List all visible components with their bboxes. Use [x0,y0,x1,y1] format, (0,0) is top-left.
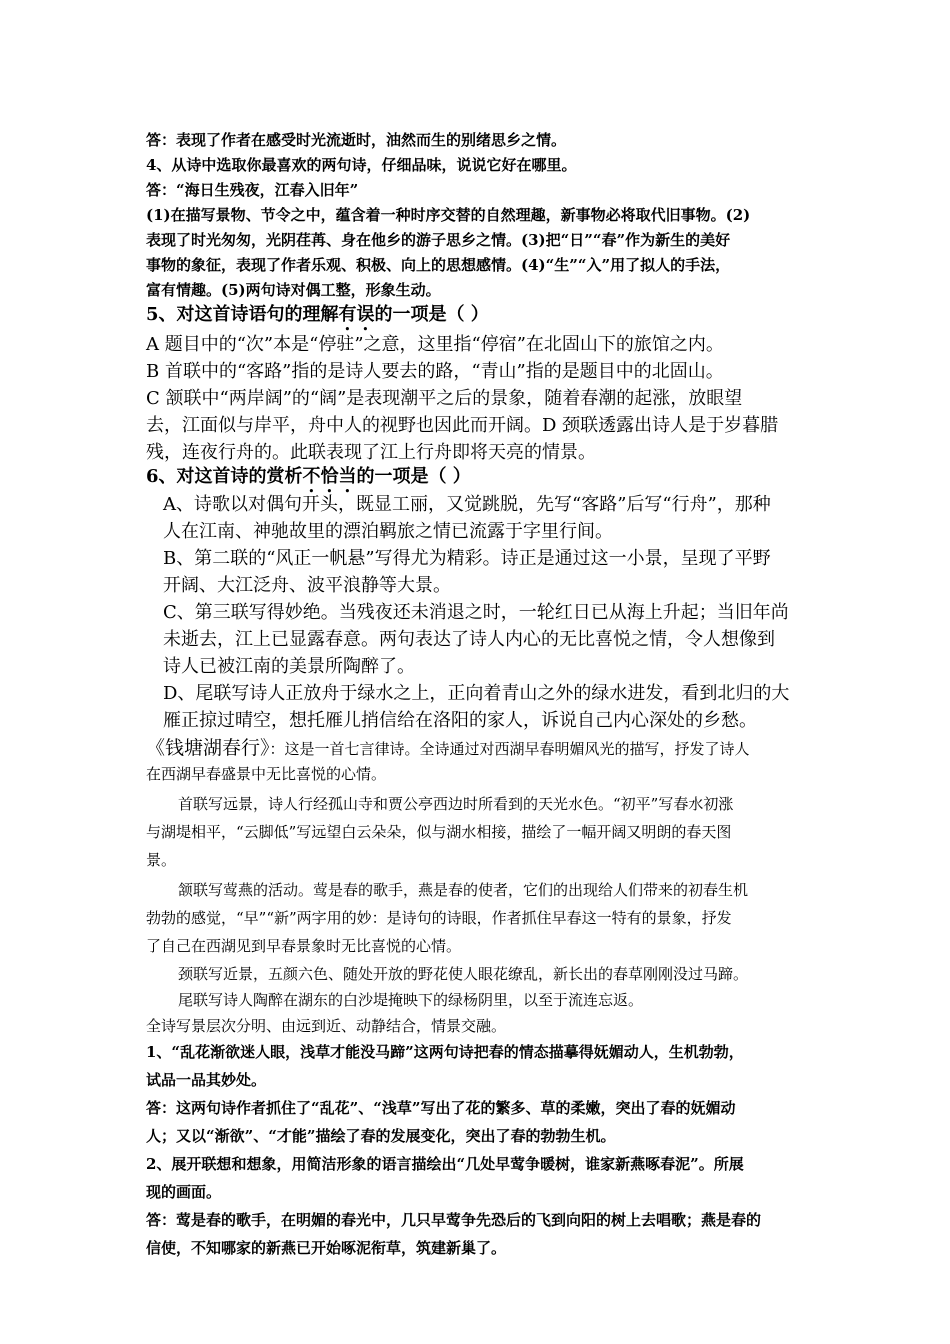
question-6-suffix: 的一项是（ ） [356,466,471,487]
option-a: A 题目中的“次”本是“停驻”之意，这里指“停宿”在北固山下的旅馆之内。 [146,334,724,355]
answer-text: (1)在描写景物、节令之中，蕴含着一种时序交替的自然理趣，新事物必将取代旧事物。(2) [146,206,751,224]
question-1: 1、“乱花渐欲迷人眼，浅草才能没马蹄”这两句诗把春的情态描摹得妩媚动人，生机勃勃， [146,1043,744,1061]
answer-text: 答：“海日生残夜，江春入旧年” [146,181,359,199]
question-2: 2、展开联想和想象，用简洁形象的语言描绘出“几处早莺争暖树，谁家新燕啄春泥”。所展 [146,1155,744,1173]
answer-text: 表现了时光匆匆，光阴荏苒、身在他乡的游子思乡之情。(3)把“日”“春”作为新生的美好 [146,231,731,249]
answer-text: 答：表现了作者在感受时光流逝时，油然而生的别绪思乡之情。 [146,131,567,149]
question-5-prefix: 5、对这首诗语句的理解 [146,304,339,325]
answer-text: 事物的象征，表现了作者乐观、积极、向上的思想感情。(4)“生”“入”用了拟人的手法， [146,256,731,274]
choice-b: B、第二联的“风正一帆悬”写得尤为精彩。诗正是通过这一小景，呈现了平野 [163,548,771,569]
answer-text: 人；又以“渐欲”、“才能”描绘了春的发展变化，突出了春的勃勃生机。 [146,1127,616,1145]
question-1-cont: 试品一品其妙处。 [146,1071,267,1089]
poem-intro-text: ：这是一首七言律诗。全诗通过对西湖早春明媚风光的描写，抒发了诗人 [269,740,750,758]
question-5-suffix: 的一项是（ ） [374,304,489,325]
poem-intro [146,734,750,763]
question-2-cont: 现的画面。 [146,1183,222,1201]
option-d-cont: 残，连夜行舟的。此联表现了江上行舟即将天亮的情景。 [146,442,596,463]
analysis-paragraph: 颈联写近景，五颜六色、随处开放的野花使人眼花缭乱，新长出的春草刚刚没过马蹄。 [178,965,749,983]
question-5-emphasis: 有误 [338,304,375,325]
option-c-cont: 去，江面似与岸平，舟中人的视野也因此而开阔。D 颈联透露出诗人是于岁暮腊 [146,415,779,436]
question-4: 4、从诗中选取你最喜欢的两句诗，仔细品味，说说它好在哪里。 [146,156,577,174]
summary-text: 全诗写景层次分明、由远到近、动静结合，情景交融。 [146,1017,507,1035]
poem-title: 《钱塘湖春行》 [146,737,270,759]
option-b: B 首联中的“客路”指的是诗人要去的路，“青山”指的是题目中的北固山。 [146,361,724,382]
analysis-paragraph: 首联写远景，诗人行经孤山寺和贾公亭西边时所看到的天光水色。“初平”写春水初涨 [178,795,734,813]
choice-a-cont: 人在江南、神驰故里的漂泊羁旅之情已流露于字里行间。 [163,521,613,542]
question-6-emphasis: 不恰当 [302,466,357,487]
choice-c-cont: 诗人已被江南的美景所陶醉了。 [163,656,415,677]
answer-text: 信使，不知哪家的新燕已开始啄泥衔草，筑建新巢了。 [146,1239,507,1257]
analysis-paragraph: 与湖堤相平，“云脚低”写远望白云朵朵，似与湖水相接，描绘了一幅开阔又明朗的春天图 [146,823,732,841]
choice-c: C、第三联写得妙绝。当残夜还未消退之时，一轮红日已从海上升起；当旧年尚 [163,602,789,623]
answer-text: 富有情趣。(5)两句诗对偶工整，形象生动。 [146,281,441,299]
analysis-paragraph: 颔联写莺燕的活动。莺是春的歌手，燕是春的使者，它们的出现给人们带来的初春生机 [178,881,749,899]
question-6-prefix: 6、对这首诗的赏析 [146,466,303,487]
question-5 [146,301,489,335]
answer-text: 答：莺是春的歌手，在明媚的春光中，几只早莺争先恐后的飞到向阳的树上去唱歌；燕是春的 [146,1211,762,1229]
choice-a: A、诗歌以对偶句开头，既显工丽，又觉跳脱，先写“客路”后写“行舟”，那种 [163,494,771,515]
analysis-paragraph: 了自己在西湖见到早春景象时无比喜悦的心情。 [146,937,462,955]
poem-intro-cont: 在西湖早春盛景中无比喜悦的心情。 [146,765,387,783]
choice-b-cont: 开阔、大江泛舟、波平浪静等大景。 [163,575,451,596]
analysis-paragraph: 勃勃的感觉，“早”“新”两字用的妙：是诗句的诗眼，作者抓住早春这一特有的景象，抒发 [146,909,732,927]
answer-text: 答：这两句诗作者抓住了“乱花”、“浅草”写出了花的繁多、草的柔嫩，突出了春的妩媚动 [146,1099,736,1117]
analysis-paragraph: 尾联写诗人陶醉在湖东的白沙堤掩映下的绿杨阴里，以至于流连忘返。 [178,991,644,1009]
analysis-paragraph: 景。 [146,851,177,869]
option-c: C 颔联中“两岸阔”的“阔”是表现潮平之后的景象，随着春潮的起涨，放眼望 [146,388,743,409]
choice-c-cont: 未逝去，江上已显露春意。两句表达了诗人内心的无比喜悦之情，令人想像到 [163,629,775,650]
choice-d: D、尾联写诗人正放舟于绿水之上，正向着青山之外的绿水进发，看到北归的大 [163,683,790,704]
choice-d-cont: 雁正掠过晴空，想托雁儿捎信给在洛阳的家人，诉说自己内心深处的乡愁。 [163,710,757,731]
